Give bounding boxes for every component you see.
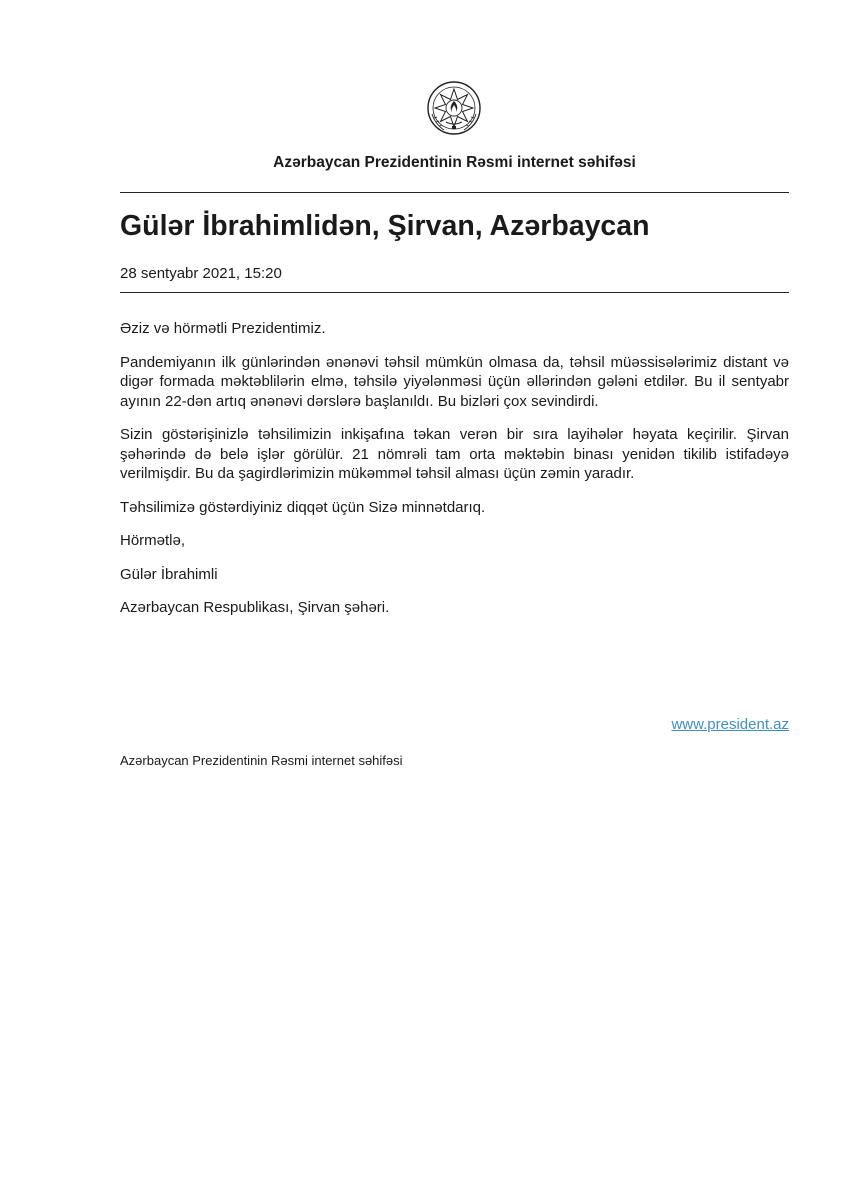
site-title: Azərbaycan Prezidentinin Rəsmi internet səhifəsi [273, 154, 636, 171]
author-name: Gülər İbrahimli [120, 565, 218, 583]
article-date: 28 sentyabr 2021, 15:20 [120, 265, 282, 282]
closing-salutation: Hörmətlə, [120, 532, 186, 549]
body-paragraph: Sizin göstərişinizlə təhsilimizin inkişafına təkan verən bir sıra layihələr həyata keçirilir. Şirvan şəhərində də belə işlər görülür. 21 nömrəli tam orta məktəbin binası yenidən tikilib istifadəyə verilmişdir. Bu da şagirdlərimizin mükəmməl təhsil alması üçün zəmin yaradır. [120, 426, 789, 482]
author-location: Azərbaycan Respublikası, Şirvan şəhəri. [120, 599, 390, 616]
greeting-paragraph: Əziz və hörmətli Prezidentimiz. [120, 320, 326, 337]
azerbaijan-emblem-icon [426, 80, 482, 136]
president-site-link[interactable]: www.president.az [671, 716, 789, 733]
body-paragraph: Təhsilimizə göstərdiyiniz diqqət üçün Sizə minnətdarıq. [120, 498, 486, 516]
footer-site-title: Azərbaycan Prezidentinin Rəsmi internet səhifəsi [120, 753, 403, 768]
article-title: Gülər İbrahimlidən, Şirvan, Azərbaycan [120, 210, 650, 242]
title-divider [120, 292, 789, 293]
header-divider [120, 192, 789, 193]
body-paragraph: Pandemiyanın ilk günlərindən ənənəvi təhsil mümkün olmasa da, təhsil müəssisələrimiz distant və digər formada məktəblilərin elmə, təhsilə yiyələnməsi üçün əllərindən gələni etdilər. Bu il sentyabr ayının 22-dən artıq ənənəvi dərslərə başlanıldı. Bu bizləri çox sevindirdi. [120, 353, 789, 410]
article-body [120, 319, 789, 632]
